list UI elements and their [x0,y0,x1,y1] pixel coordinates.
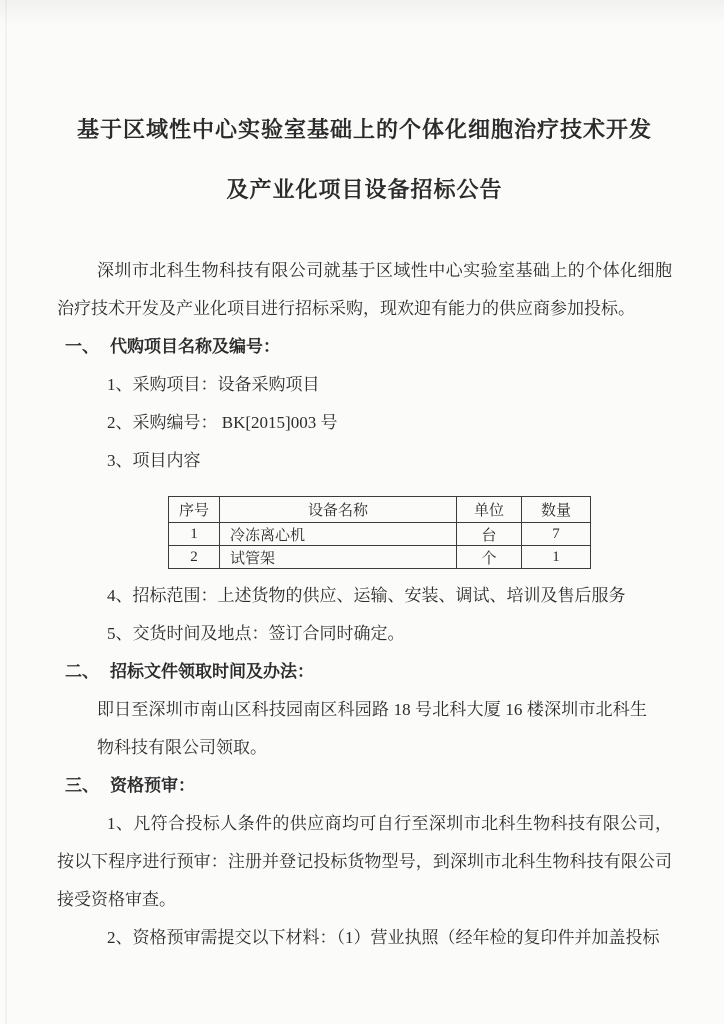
equipment-table-header-row [169,497,591,523]
section-3-paragraph-2-truncated: 2、资格预审需提交以下材料：（1）营业执照（经年检的复印件并加盖投标 [107,928,660,947]
table-cell-quantity: 7 [522,523,591,546]
section-2-number: 二、 [65,662,99,681]
table-cell-quantity: 1 [522,546,591,569]
table-cell-index: 2 [169,546,220,569]
table-row [169,523,591,546]
section-1 [57,328,672,653]
intro-paragraph: 深圳市北科生物科技有限公司就基于区域性中心实验室基础上的个体化细胞治疗技术开发及产业化项目进行招标采购，现欢迎有能力的供应商参加投标。 [57,261,672,318]
section-2-heading-text: 招标文件领取时间及办法： [110,662,314,681]
section-1-number: 一、 [65,337,99,356]
list-item-purchase-number: 2、采购编号： BK[2015]003 号 [107,413,338,432]
list-item-delivery: 5、交货时间及地点：签订合同时确定。 [107,624,405,643]
table-header-index: 序号 [169,497,220,523]
list-item-project-content: 3、项目内容 [107,451,201,470]
table-header-unit: 单位 [457,497,522,523]
table-cell-unit: 个 [457,546,522,569]
section-1-heading [57,328,672,366]
section-3-heading-text: 资格预审： [110,776,195,795]
section-2-heading [57,653,672,691]
section-3-number: 三、 [65,776,99,795]
document-content [57,0,672,957]
section-2-body: 即日至深圳市南山区科技园南区科园路 18 号北科大厦 16 楼深圳市北科生物科技有限公司领取。 [97,700,647,757]
document-title-line-2: 及产业化项目设备招标公告 [226,177,503,202]
table-cell-equipment-name: 试管架 [220,546,457,569]
list-item-purchase-project: 1、采购项目：设备采购项目 [107,375,320,394]
table-cell-equipment-name: 冷冻离心机 [220,523,457,546]
section-2 [57,653,672,767]
table-cell-unit: 台 [457,523,522,546]
equipment-table [168,496,591,569]
document-title-line-1: 基于区域性中心实验室基础上的个体化细胞治疗技术开发 [76,117,652,142]
section-3-heading [57,767,672,805]
table-header-quantity: 数量 [522,497,591,523]
table-header-equipment-name: 设备名称 [220,497,457,523]
document-title [57,100,672,220]
list-item-bid-scope: 4、招标范围：上述货物的供应、运输、安装、调试、培训及售后服务 [107,586,626,605]
table-cell-index: 1 [169,523,220,546]
section-3-paragraph-1: 1、凡符合投标人条件的供应商均可自行至深圳市北科生物科技有限公司，按以下程序进行预审：注册并登记投标货物型号，到深圳市北科生物科技有限公司接受资格审查。 [57,814,672,909]
section-1-heading-text: 代购项目名称及编号： [110,337,280,356]
table-row [169,546,591,569]
section-3 [57,767,672,957]
scan-artifact-left-edge [5,0,7,1024]
